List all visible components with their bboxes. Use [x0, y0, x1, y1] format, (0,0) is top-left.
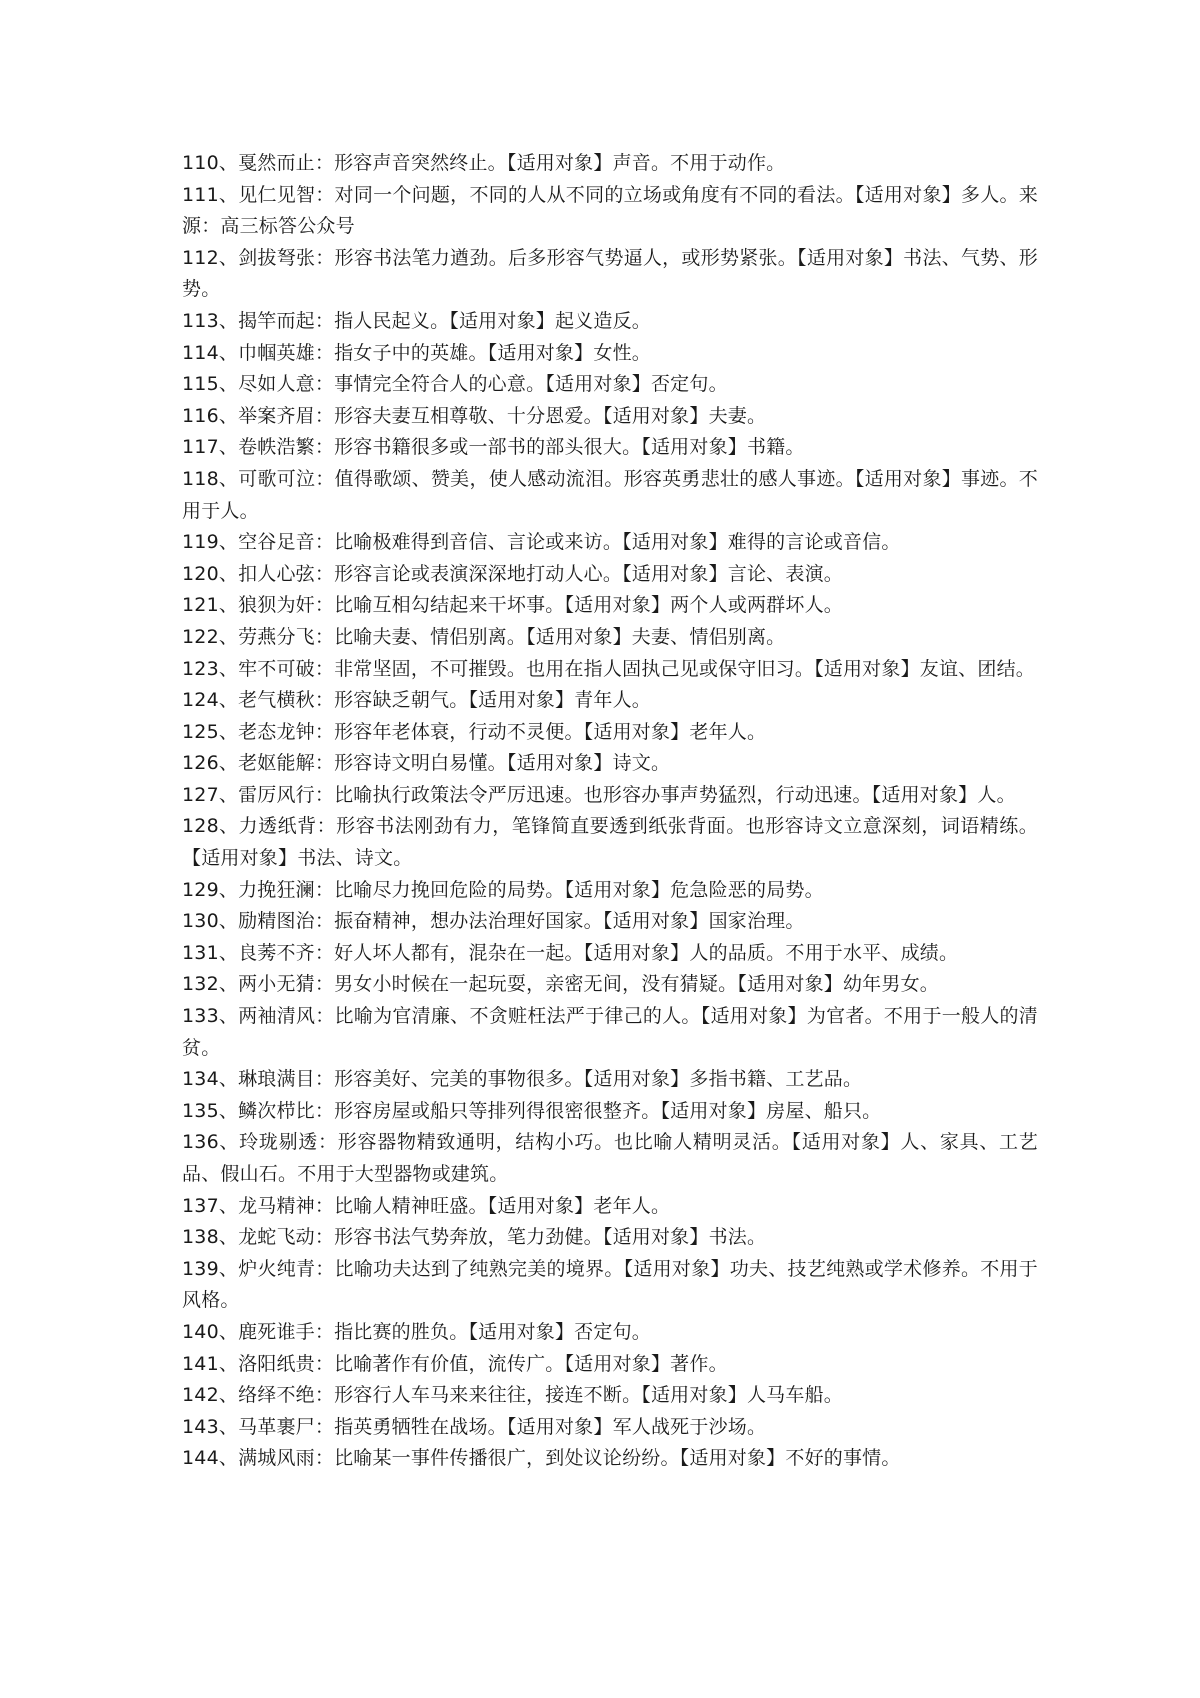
idiom-entry-136: 136、玲珑剔透：形容器物精致通明，结构小巧。也比喻人精明灵活。【适用对象】人、家具、工艺品、假山石。不用于大型器物或建筑。 — [182, 1131, 1038, 1185]
idiom-entry-115: 115、尽如人意：事情完全符合人的心意。【适用对象】否定句。 — [182, 373, 728, 396]
idiom-entry-139: 139、炉火纯青：比喻功夫达到了纯熟完美的境界。【适用对象】功夫、技艺纯熟或学术修养。不用于风格。 — [182, 1257, 1038, 1312]
idiom-entry-128: 128、力透纸背：形容书法刚劲有力，笔锋简直要透到纸张背面。也形容诗文立意深刻，词语精练。【适用对象】书法、诗文。 — [182, 815, 1038, 870]
idiom-entry-118: 118、可歌可泣：值得歌颂、赞美，使人感动流泪。形容英勇悲壮的感人事迹。【适用对象】事迹。不用于人。 — [182, 467, 1038, 522]
idiom-entry-111: 111、见仁见智：对同一个问题，不同的人从不同的立场或角度有不同的看法。【适用对象】多人。来源：高三标答公众号 — [182, 183, 1038, 238]
idiom-entry-117: 117、卷帙浩繁：形容书籍很多或一部书的部头很大。【适用对象】书籍。 — [182, 436, 805, 459]
idiom-entry-125: 125、老态龙钟：形容年老体衰，行动不灵便。【适用对象】老年人。 — [182, 720, 767, 743]
idiom-entry-142: 142、络绎不绝：形容行人车马来来往往，接连不断。【适用对象】人马车船。 — [182, 1384, 843, 1407]
idiom-entry-134: 134、琳琅满目：形容美好、完美的事物很多。【适用对象】多指书籍、工艺品。 — [182, 1068, 863, 1091]
idiom-entry-138: 138、龙蛇飞动：形容书法气势奔放，笔力劲健。【适用对象】书法。 — [182, 1226, 767, 1249]
idiom-entry-141: 141、洛阳纸贵：比喻著作有价值，流传广。【适用对象】著作。 — [182, 1352, 728, 1375]
idiom-entry-114: 114、巾帼英雄：指女子中的英雄。【适用对象】女性。 — [182, 341, 651, 364]
idiom-list — [182, 148, 1038, 1475]
idiom-entry-143: 143、马革裹尸：指英勇牺牲在战场。【适用对象】军人战死于沙场。 — [182, 1415, 767, 1438]
idiom-entry-140: 140、鹿死谁手：指比赛的胜负。【适用对象】否定句。 — [182, 1320, 651, 1343]
idiom-entry-135: 135、鳞次栉比：形容房屋或船只等排列得很密很整齐。【适用对象】房屋、船只。 — [182, 1099, 882, 1122]
idiom-entry-144: 144、满城风雨：比喻某一事件传播很广，到处议论纷纷。【适用对象】不好的事情。 — [182, 1447, 901, 1470]
idiom-entry-131: 131、良莠不齐：好人坏人都有，混杂在一起。【适用对象】人的品质。不用于水平、成绩。 — [182, 941, 959, 964]
idiom-entry-112: 112、剑拔弩张：形容书法笔力遒劲。后多形容气势逼人，或形势紧张。【适用对象】书法、气势、形势。 — [182, 246, 1038, 301]
idiom-entry-116: 116、举案齐眉：形容夫妻互相尊敬、十分恩爱。【适用对象】夫妻。 — [182, 404, 767, 427]
idiom-entry-113: 113、揭竿而起：指人民起义。【适用对象】起义造反。 — [182, 309, 651, 332]
idiom-entry-130: 130、励精图治：振奋精神，想办法治理好国家。【适用对象】国家治理。 — [182, 910, 805, 933]
idiom-entry-120: 120、扣人心弦：形容言论或表演深深地打动人心。【适用对象】言论、表演。 — [182, 562, 843, 585]
idiom-entry-129: 129、力挽狂澜：比喻尽力挽回危险的局势。【适用对象】危急险恶的局势。 — [182, 878, 824, 901]
idiom-entry-123: 123、牢不可破：非常坚固，不可摧毁。也用在指人固执己见或保守旧习。【适用对象】友谊、团结。 — [182, 657, 1035, 680]
idiom-entry-119: 119、空谷足音：比喻极难得到音信、言论或来访。【适用对象】难得的言论或音信。 — [182, 531, 901, 554]
idiom-entry-124: 124、老气横秋：形容缺乏朝气。【适用对象】青年人。 — [182, 689, 651, 712]
idiom-entry-121: 121、狼狈为奸：比喻互相勾结起来干坏事。【适用对象】两个人或两群坏人。 — [182, 594, 843, 617]
idiom-entry-133: 133、两袖清风：比喻为官清廉、不贪赃枉法严于律己的人。【适用对象】为官者。不用于一般人的清贫。 — [182, 1005, 1038, 1059]
idiom-entry-132: 132、两小无猜：男女小时候在一起玩耍，亲密无间，没有猜疑。【适用对象】幼年男女。 — [182, 973, 939, 996]
idiom-entry-137: 137、龙马精神：比喻人精神旺盛。【适用对象】老年人。 — [182, 1194, 671, 1217]
idiom-entry-110: 110、戛然而止：形容声音突然终止。【适用对象】声音。不用于动作。 — [182, 152, 786, 174]
idiom-entry-127: 127、雷厉风行：比喻执行政策法令严厉迅速。也形容办事声势猛烈，行动迅速。【适用对象】人。 — [182, 783, 1016, 806]
idiom-entry-126: 126、老妪能解：形容诗文明白易懂。【适用对象】诗文。 — [182, 752, 671, 775]
idiom-entry-122: 122、劳燕分飞：比喻夫妻、情侣别离。【适用对象】夫妻、情侣别离。 — [182, 625, 786, 648]
